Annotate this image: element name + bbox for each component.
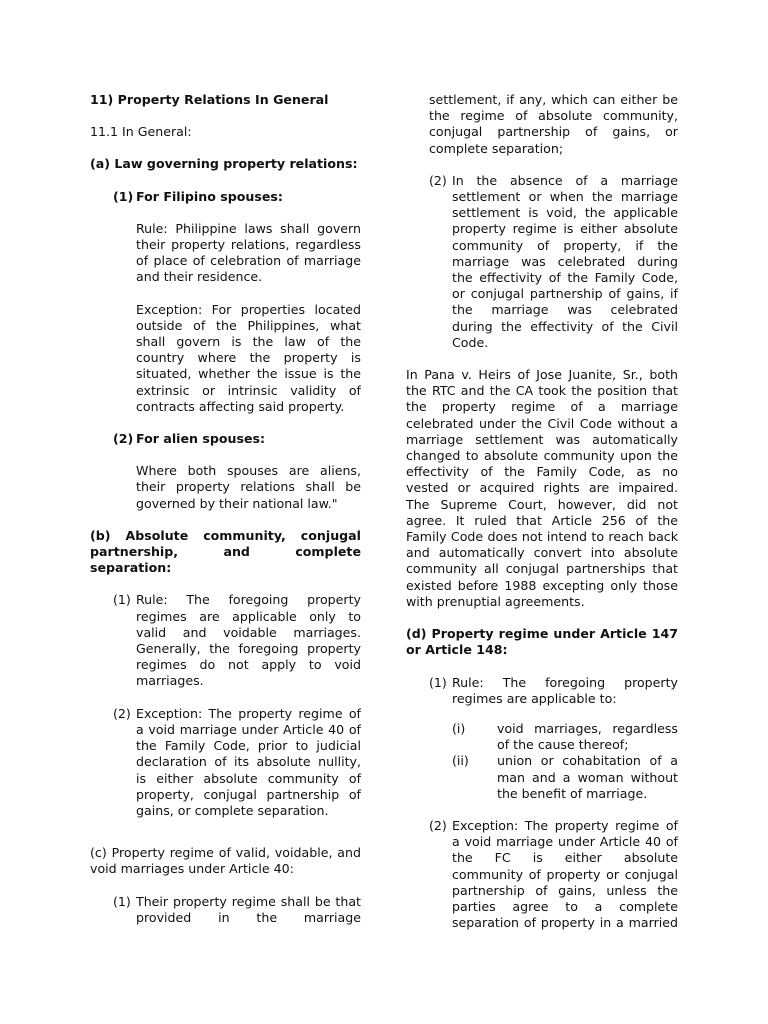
sublist-number: (i) xyxy=(452,720,466,736)
item-text: Exception: The property regime of a void marriage under Article 40 of the FC is either absolute community of property or conjugal partnership of gains, unless the parties agree to a complete separation of property in a married xyxy=(452,817,678,931)
subheading: 11.1 In General: xyxy=(90,124,192,140)
list-item-b2 xyxy=(113,706,361,819)
section-b-title: (b) Absolute community, conjugal partnership, and complete separation: xyxy=(90,527,361,576)
list-item-c1 xyxy=(113,894,361,926)
item-number: (1) xyxy=(429,674,447,690)
item-number: (1) xyxy=(113,188,134,204)
item-text: Their property regime shall be that provided in the marriage xyxy=(136,893,361,925)
right-column xyxy=(406,92,678,947)
a1-exception-paragraph: Exception: For properties located outside of the Philippines, what shall govern is the law of the country where the property is situated, whether the issue is the extrinsic or intrinsic validity of contracts affecting said property. xyxy=(136,301,361,414)
list-item-a1 xyxy=(113,189,361,205)
item-number: (2) xyxy=(429,172,447,188)
sublist-number: (ii) xyxy=(452,753,469,769)
item-text: Rule: The foregoing property regimes are applicable only to valid and voidable marriages. Generally, the foregoing property regimes do not apply to void marriages. xyxy=(136,592,361,689)
item-number: (1) xyxy=(113,592,131,608)
a1-rule-paragraph: Rule: Philippine laws shall govern their property relations, regardless of place of celebration of marriage and their residence. xyxy=(136,220,361,285)
sublist-text: void marriages, regardless of the cause thereof; xyxy=(497,720,678,753)
item-text: Exception: The property regime of a void marriage under Article 40 of the Family Code, prior to judicial declaration of its absolute nullity, is either absolute community of property, conjugal partnership of gains, or complete separation. xyxy=(136,705,361,818)
section-c-title: (c) Property regime of valid, voidable, and void marriages under Article 40: xyxy=(90,845,361,877)
section-d-title: (d) Property regime under Article 147 or Article 148: xyxy=(406,626,678,658)
item-number: (2) xyxy=(429,817,447,833)
item-text: In the absence of a marriage settlement or when the marriage settlement is void, the applicable property regime is either absolute community of property, if the marriage was celebrated during the effectivity of the Family Code, or conjugal partnership of gains, if the marriage was celebrated during the effectivity of the Civil Code. xyxy=(452,172,678,350)
left-column xyxy=(90,92,361,942)
item-number: (2) xyxy=(113,431,134,447)
sublist-text: union or cohabitation of a man and a woman without the benefit of marriage. xyxy=(497,753,678,801)
list-item-c2 xyxy=(429,173,678,351)
sublist-item-i xyxy=(452,721,678,753)
pana-case-paragraph: In Pana v. Heirs of Jose Juanite, Sr., both the RTC and the CA took the position that the property regime of a marriage celebrated under the Civil Code without a marriage settlement was automatically changed to absolute community upon the effectivity of the Family Code, as no vested or acquired rights are impaired. The Supreme Court, however, did not agree. It ruled that Article 256 of the Family Code does not intend to reach back and automatically convert into absolute community all conjugal partnerships that existed before 1988 excepting only those with prenuptial agreements. xyxy=(406,367,678,609)
item-title: For Filipino spouses: xyxy=(136,188,283,204)
item-title: For alien spouses: xyxy=(136,431,266,447)
list-item-b1 xyxy=(113,592,361,689)
item-number: (2) xyxy=(113,705,131,721)
section-heading: 11) Property Relations In General xyxy=(90,92,329,107)
c1-continuation: settlement, if any, which can either be the regime of absolute community, conjugal partnership of gains, or complete separation; xyxy=(429,92,678,156)
section-a-title: (a) Law governing property relations: xyxy=(90,156,358,172)
a2-paragraph: Where both spouses are aliens, their property relations shall be governed by their national law." xyxy=(136,463,361,511)
roman-sublist xyxy=(452,721,678,802)
list-item-d1 xyxy=(429,675,678,707)
sublist-item-ii xyxy=(452,753,678,802)
item-text: Rule: The foregoing property regimes are applicable to: xyxy=(452,674,678,706)
list-item-a2 xyxy=(113,431,361,447)
list-item-d2 xyxy=(429,818,678,931)
item-number: (1) xyxy=(113,893,131,909)
